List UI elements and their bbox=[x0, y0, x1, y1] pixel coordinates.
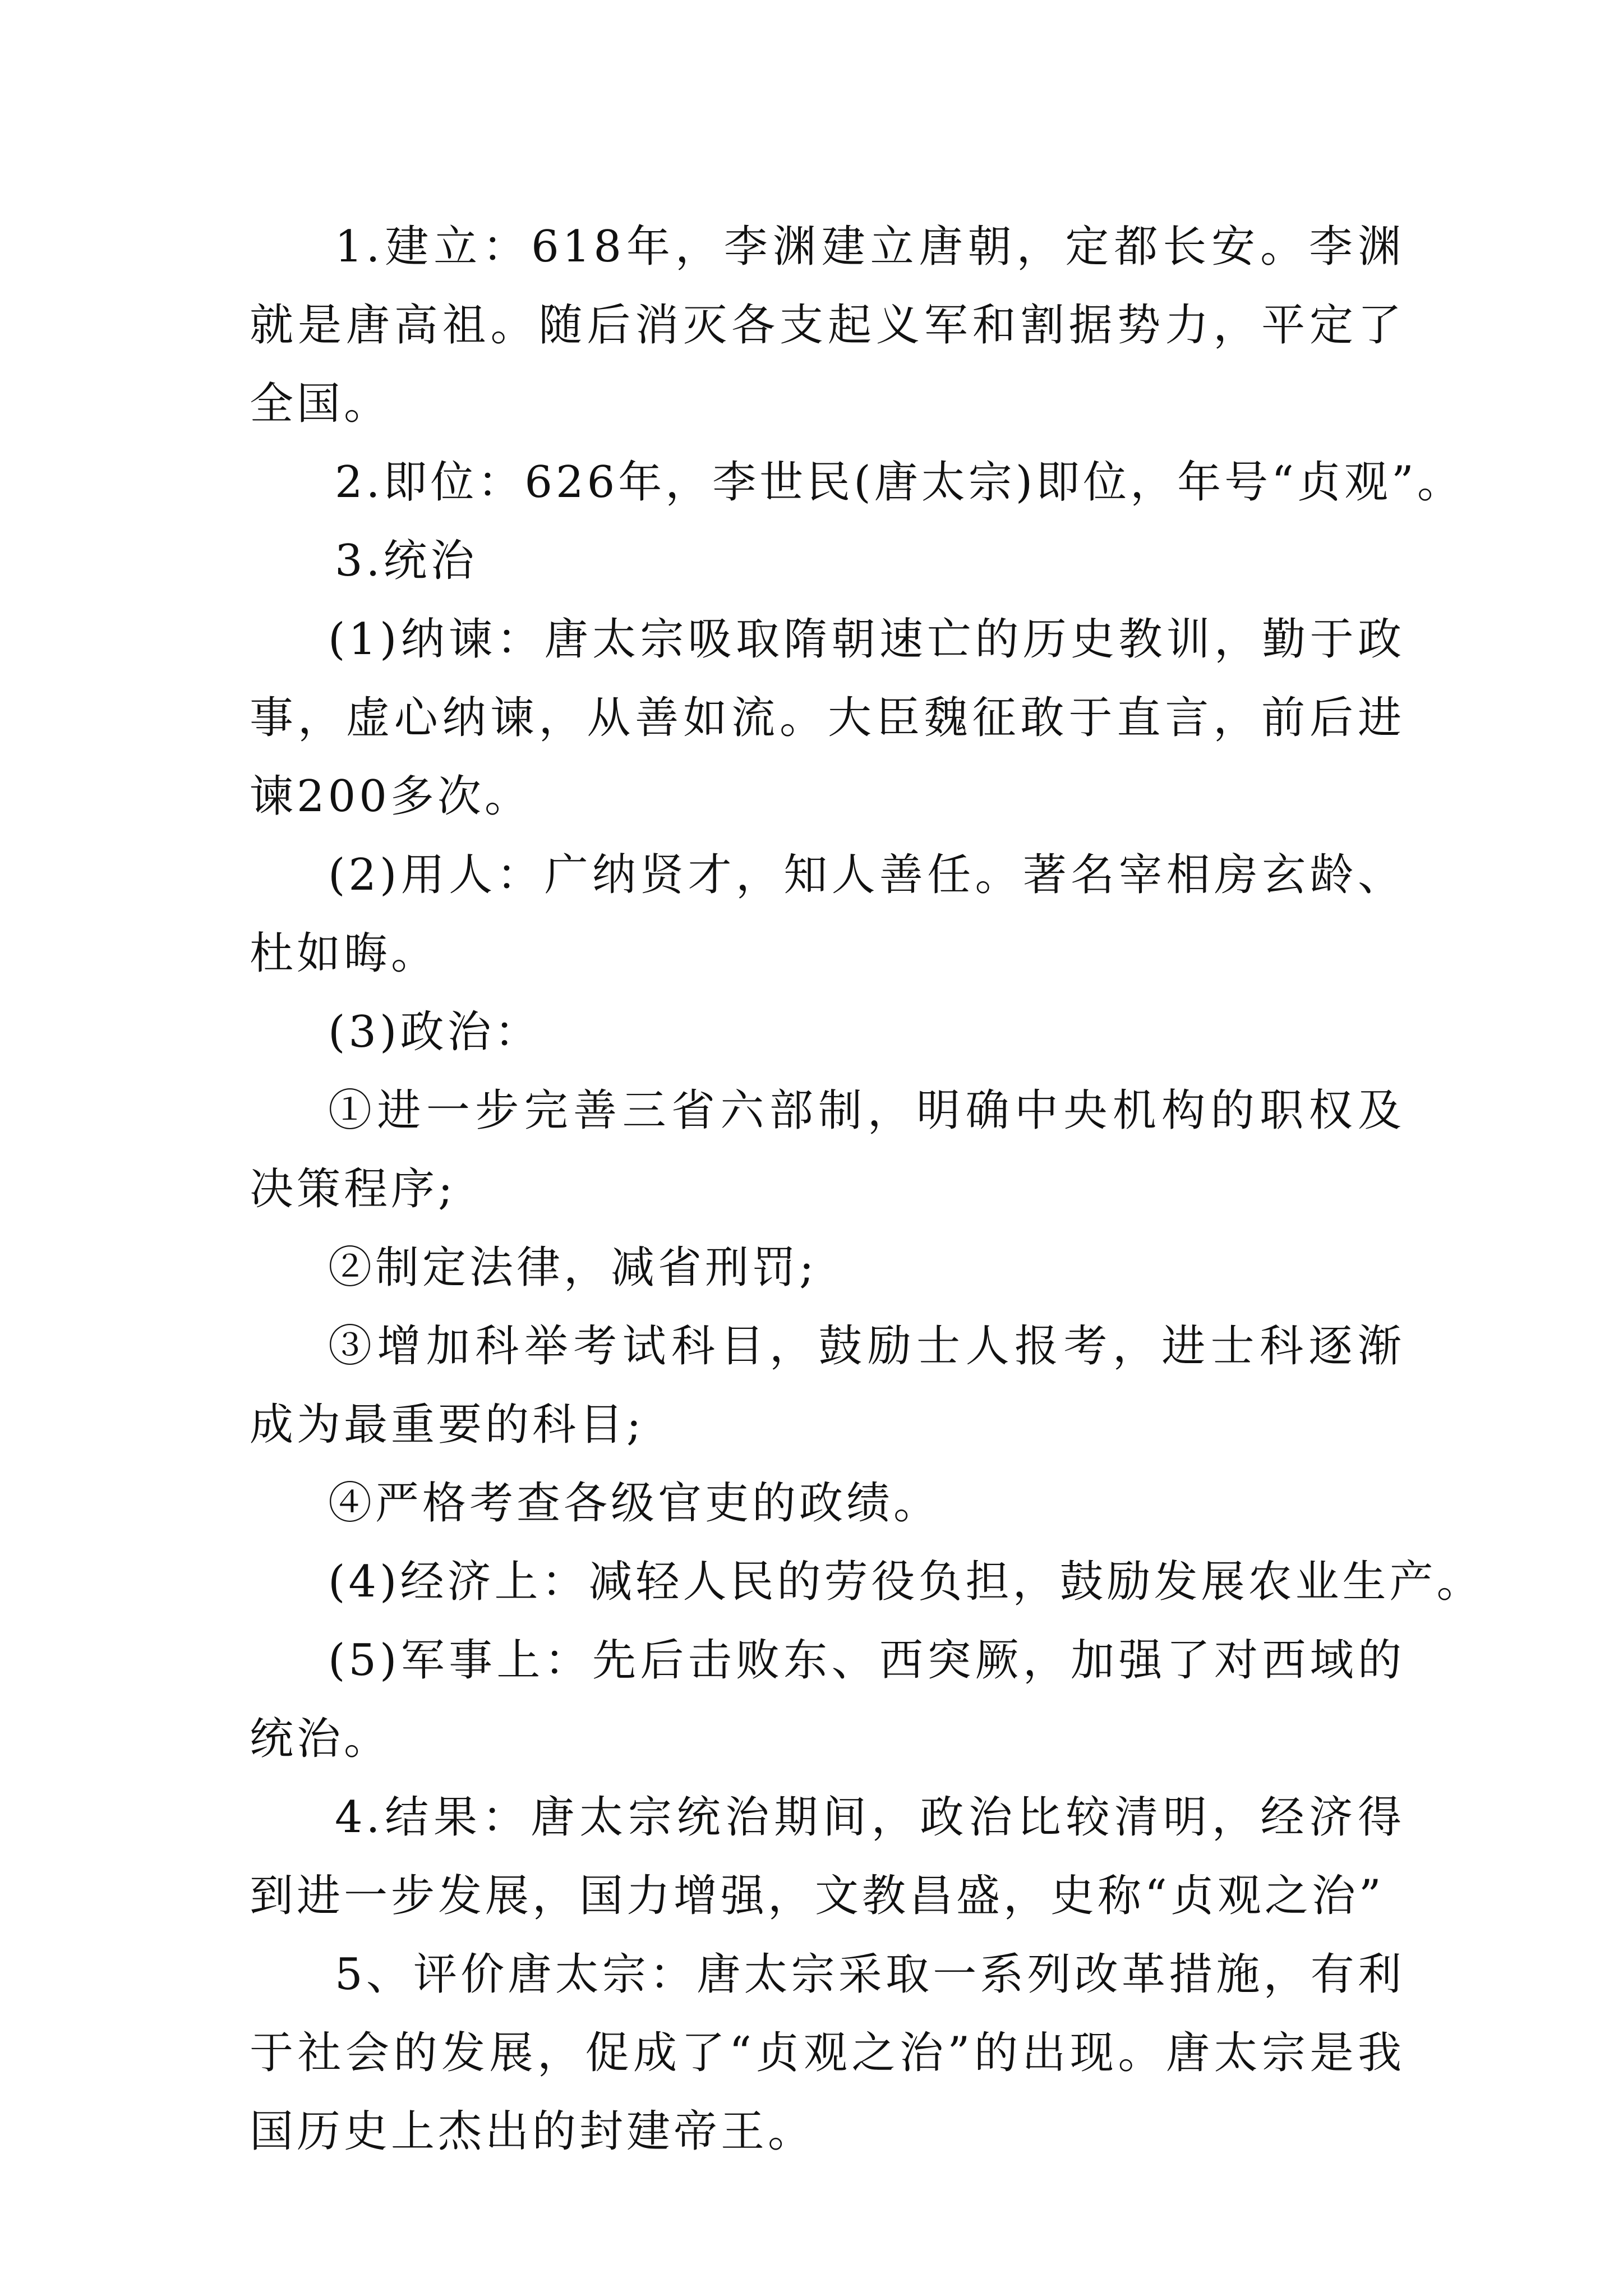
section-heading-rule: 3.统治 bbox=[335, 536, 478, 586]
list-item-politics-4: ④严格考查各级官吏的政绩。 bbox=[328, 1478, 941, 1529]
paragraph-politics-heading: (3)政治： bbox=[328, 1007, 542, 1057]
list-item-politics-3: ③增加科举考试科目，鼓励士人报考，进士科逐渐成为最重要的科目; bbox=[250, 1321, 1405, 1450]
paragraph-remonstrance: (1)纳谏：唐太宗吸取隋朝速亡的历史教训，勤于政事，虚心纳谏，从善如流。大臣魏征敢于直言，前后进谏200多次。 bbox=[250, 614, 1405, 822]
document-body bbox=[250, 208, 1484, 2171]
paragraph-military: (5)军事上：先后击败东、西突厥，加强了对西域的统治。 bbox=[250, 1635, 1405, 1764]
paragraph-economy: (4)经济上：减轻人民的劳役负担，鼓励发展农业生产。 bbox=[328, 1557, 1484, 1607]
list-item-politics-1: ①进一步完善三省六部制，明确中央机构的职权及决策程序; bbox=[250, 1085, 1405, 1214]
paragraph-founding: 1.建立：618年，李渊建立唐朝，定都长安。李渊就是唐高祖。随后消灭各支起义军和割据势力，平定了全国。 bbox=[250, 222, 1405, 429]
list-item-politics-2: ②制定法律，减省刑罚; bbox=[328, 1243, 818, 1293]
paragraph-accession: 2.即位：626年，李世民(唐太宗)即位，年号“贞观”。 bbox=[335, 457, 1464, 508]
paragraph-result: 4.结果：唐太宗统治期间，政治比较清明，经济得到进一步发展，国力增强，文教昌盛，史称“贞观之治” bbox=[250, 1792, 1405, 1921]
paragraph-evaluation: 5、评价唐太宗：唐太宗采取一系列改革措施，有利于社会的发展，促成了“贞观之治”的出现。唐太宗是我国历史上杰出的封建帝王。 bbox=[250, 1949, 1405, 2157]
paragraph-appointments: (2)用人：广纳贤才，知人善任。著名宰相房玄龄、杜如晦。 bbox=[250, 850, 1405, 979]
